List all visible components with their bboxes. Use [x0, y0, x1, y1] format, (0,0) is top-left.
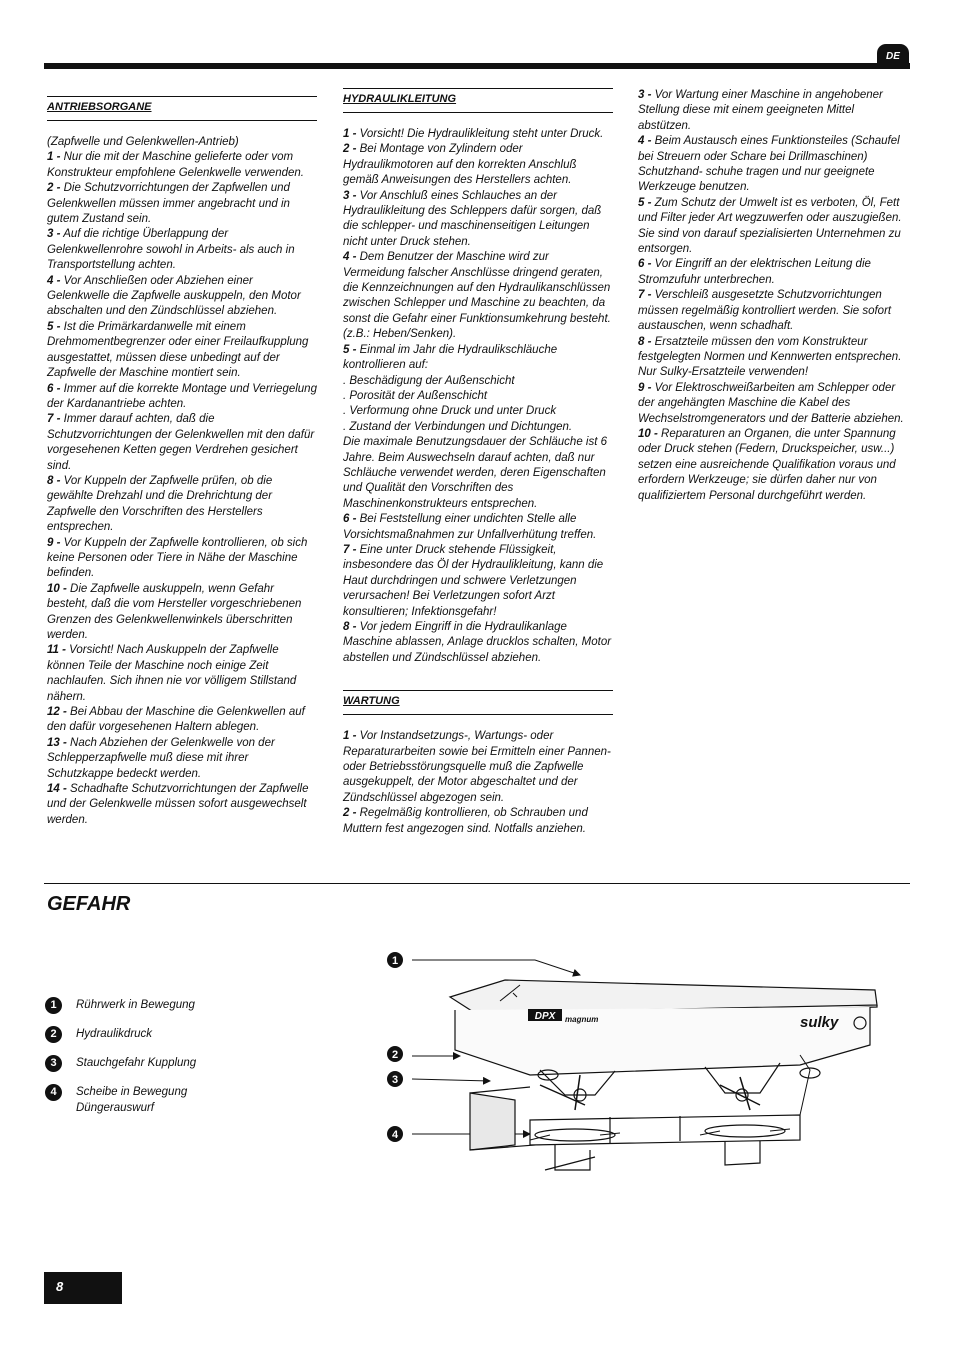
badge-3-callout [387, 1071, 490, 1087]
section-heading: ANTRIEBSORGANE [47, 96, 317, 121]
item-text: Beim Austausch eines Funktionsteiles (Schaufel bei Streuern oder Schare bei Drillmaschinen) Schutzhand- schuhe tragen und nur geeignete Werkzeuge benutzen. [638, 135, 900, 194]
item-number: 6 - [343, 513, 357, 526]
item-text: Bei Feststellung einer undichten Stelle alle Vorsichtsmaßnahmen zur Unfallverhütung treffen. [343, 513, 597, 541]
item-text: Vor Instandsetzungs-, Wartungs- oder Reparaturarbeiten sowie bei Ermitteln einer Pannen- oder Betriebsstörungsquelle muß die Zapfwelle ausgekuppelt, der Motor abgeschaltet und der Zündschlüssel abgezogen sein. [343, 730, 611, 804]
legend-item [45, 1056, 295, 1072]
item-text: . Verformung ohne Druck und unter Druck [343, 405, 557, 418]
danger-legend [45, 998, 295, 1129]
item-number: 2 - [343, 807, 357, 820]
paragraph [343, 250, 613, 342]
paragraph [343, 127, 613, 142]
item-text: Nach Abziehen der Gelenkwelle von der Schlepperzapfwelle muß diese mit ihrer Schutzkappe bedeckt werden. [47, 736, 275, 780]
paragraph [47, 705, 317, 736]
text-section [638, 88, 910, 504]
item-text: Regelmäßig kontrollieren, ob Schrauben und Muttern fest angezogen sind. Notfalls anziehen. [343, 807, 588, 835]
legend-text: Stauchgefahr Kupplung [76, 1057, 197, 1069]
item-number: 13 - [47, 736, 67, 749]
item-number: 8 - [638, 335, 652, 348]
item-text: Vor jedem Eingriff in die Hydraulikanlage Maschine ablassen, Anlage drucklos schalten, Motor abstellen und Zündschlüssel abziehen. [343, 621, 612, 664]
text-section [343, 88, 613, 666]
page-number: 8 [44, 1272, 122, 1304]
item-number: 3 - [638, 89, 652, 101]
paragraph [343, 729, 613, 806]
paragraph [47, 227, 317, 273]
item-number: 5 - [47, 320, 61, 333]
paragraph [343, 189, 613, 251]
item-text: Ersatzteile müssen den vom Konstrukteur festgelegten Normen und Kennwerten entsprechen. Nur Sulky-Ersatzteile verwenden! [638, 335, 902, 379]
item-number: 14 - [47, 783, 67, 796]
badge-1-callout [387, 952, 580, 975]
item-text: Vor Anschluß eines Schlauches an der Hydraulikleitung des Schleppers dafür sorgen, daß die schlepper- und maschinenseitigen Leitungen nicht unter Druck stehen. [343, 189, 602, 248]
item-text: Vor Eingriff an der elektrischen Leitung die Stromzufuhr unterbrechen. [638, 258, 871, 286]
number-badge: 2 [45, 1026, 62, 1043]
paragraph [47, 150, 317, 181]
paragraph [638, 88, 910, 134]
item-number: 9 - [47, 536, 61, 549]
item-text: . Porosität der Außenschicht [343, 389, 488, 402]
section-divider [44, 883, 910, 884]
item-text: Immer darauf achten, daß die Schutzvorrichtungen der Gelenkwellen mit den dafür vorgesehenen Ketten gegen Verdrehen gesichert sind. [47, 413, 315, 472]
paragraph [47, 736, 317, 782]
item-number: 9 - [638, 381, 652, 394]
paragraph [47, 782, 317, 828]
paragraph [638, 288, 910, 334]
item-number: 8 - [47, 474, 61, 487]
item-number: 7 - [343, 543, 357, 556]
spreader-illustration [380, 945, 890, 1190]
paragraph [47, 382, 317, 413]
legend-item [45, 998, 295, 1014]
item-text: Die Schutzvorrichtungen der Zapfwellen und Gelenkwellen müssen immer angebracht und in gutem Zustand sein. [47, 182, 290, 226]
paragraph [638, 257, 910, 288]
paragraph [47, 582, 317, 644]
number-badge: 1 [45, 997, 62, 1014]
item-text: Die Zapfwelle auskuppeln, wenn Gefahr besteht, daß die vom Hersteller vorgeschriebenen Grenzen des Gelenkwellenwinkels überschritten werden. [47, 582, 302, 641]
paragraph [638, 134, 910, 196]
item-number: 1 - [47, 151, 61, 164]
legend-item [45, 1085, 295, 1116]
section-heading: WARTUNG [343, 690, 613, 715]
sulky-logo: sulky [800, 1014, 839, 1031]
column-1 [47, 96, 317, 828]
item-text: Vor Wartung einer Maschine in angehobener Stellung diese mit einem geeigneten Mittel abstützen. [638, 89, 883, 132]
spreader-drawing [450, 980, 877, 1170]
paragraph [343, 389, 613, 404]
header-rule [44, 63, 910, 69]
paragraph [343, 435, 613, 512]
paragraph [343, 620, 613, 666]
item-number: 1 - [343, 730, 357, 743]
item-number: 4 - [638, 135, 652, 148]
item-text: (Zapfwelle und Gelenkwellen-Antrieb) [47, 136, 239, 148]
item-text: Nur die mit der Maschine gelieferte oder vom Konstrukteur empfohlene Gelenkwelle verwenden. [47, 151, 304, 179]
item-number: 7 - [47, 413, 61, 426]
item-number: 1 - [343, 128, 357, 140]
column-3 [638, 88, 910, 504]
item-number: 2 - [47, 182, 61, 195]
item-text: Bei Montage von Zylindern oder Hydraulikmotoren auf den korrekten Anschluß gemäß Anweisungen des Herstellers achten. [343, 143, 577, 187]
item-text: Immer auf die korrekte Montage und Verriegelung der Kardanantriebe achten. [47, 382, 317, 410]
item-number: 8 - [343, 621, 357, 633]
item-number: 12 - [47, 706, 67, 719]
magnum-logo: magnum [565, 1015, 599, 1024]
callout-number: 2 [391, 1049, 399, 1061]
item-number: 6 - [638, 258, 652, 271]
callout-number: 1 [391, 955, 399, 967]
item-text: Vor Kuppeln der Zapfwelle kontrollieren, ob sich keine Personen oder Tiere in Nähe der Maschine befinden. [47, 536, 308, 580]
legend-text: Hydraulikdruck [76, 1028, 153, 1040]
section-heading: HYDRAULIKLEITUNG [343, 88, 613, 113]
item-number: 10 - [47, 582, 67, 595]
paragraph [343, 404, 613, 419]
language-tab: DE [877, 44, 909, 68]
item-number: 4 - [343, 251, 357, 264]
item-text: Die maximale Benutzungsdauer der Schläuche ist 6 Jahre. Beim Auswechseln darauf achten, daß nur Schläuche verwendet werden, deren Eigenschaften und Qualität den Vorschriften des Maschinenkonstrukteurs entsprechen. [343, 436, 608, 510]
item-text: Ist die Primärkardanwelle mit einem Drehmomentbegrenzer oder einer Freilaufkupplung ausgestattet, müssen diese unbedingt auf der Zapfwelle der Maschine montiert sein. [47, 320, 309, 380]
item-text: Vor Kuppeln der Zapfwelle prüfen, ob die gewählte Drehzahl und die Drehrichtung der Zapfwelle den Vorschriften des Herstellers entsprechen. [47, 474, 273, 534]
item-text: Einmal im Jahr die Hydraulikschläuche kontrollieren auf: [343, 343, 558, 372]
callout-number: 4 [391, 1129, 399, 1141]
paragraph [47, 181, 317, 227]
dpx-logo: DPX [534, 1011, 556, 1022]
item-text: Zum Schutz der Umwelt ist es verboten, Öl, Fett und Filter jeder Art wegzuwerfen oder auszugießen. Sie sind von darauf spezialisierten Unternehmen zu entsorgen. [638, 196, 902, 256]
item-text: Vor Anschließen oder Abziehen einer Gelenkwelle die Zapfwelle auskuppeln, den Motor abschalten und den Zündschlüssel abziehen. [47, 274, 301, 318]
paragraph [47, 412, 317, 474]
number-badge: 4 [45, 1084, 62, 1101]
paragraph [343, 374, 613, 389]
item-text: Auf die richtige Überlappung der Gelenkwellenrohre sowohl in Arbeits- als auch in Transportstellung achten. [47, 228, 295, 272]
badge-2-callout [387, 1046, 460, 1062]
item-text: Dem Benutzer der Maschine wird zur Vermeidung falscher Anschlüsse dringend geraten, die Kennzeichnungen auf den Hydraulikanschlüssen zwischen Schlepper und Maschine zu beachten, da sonst die Gefahr einer Funktionsumkehrung besteht. (z.B.: Heben/Senken). [343, 251, 611, 341]
paragraph [343, 420, 613, 435]
number-badge: 3 [45, 1055, 62, 1072]
item-text: Vor Elektroschweißarbeiten am Schlepper oder der angehängten Maschine die Kabel des Wechselstromgenerators und der Batterie abziehen. [638, 381, 904, 425]
text-section [47, 96, 317, 828]
paragraph [343, 806, 613, 837]
paragraph [47, 643, 317, 705]
legend-text: Scheibe in Bewegung Düngerauswurf [76, 1086, 188, 1114]
text-section [343, 690, 613, 837]
item-number: 11 - [47, 644, 66, 657]
item-number: 7 - [638, 289, 652, 302]
item-number: 5 - [343, 343, 357, 356]
item-number: 10 - [638, 427, 658, 440]
item-text: Vorsicht! Die Hydraulikleitung steht unter Druck. [359, 128, 604, 140]
legend-text: Rührwerk in Bewegung [76, 999, 195, 1011]
item-number: 4 - [47, 274, 61, 287]
item-text: Vorsicht! Nach Auskuppeln der Zapfwelle können Teile der Maschine noch einige Zeit nachlaufen. Sich ihnen nie vor völligem Stillstand nähern. [47, 644, 297, 703]
item-number: 6 - [47, 382, 61, 395]
item-text: Verschleiß ausgesetzte Schutzvorrichtungen müssen regelmäßig kontrolliert werden. Sie sofort austauschen, wenn schadhaft. [638, 289, 892, 333]
paragraph [47, 320, 317, 382]
paragraph [343, 142, 613, 188]
paragraph [638, 196, 910, 258]
item-number: 3 - [47, 228, 61, 241]
item-number: 2 - [343, 143, 357, 156]
paragraph [47, 474, 317, 536]
paragraph [343, 343, 613, 374]
item-text: Bei Abbau der Maschine die Gelenkwellen auf den dafür vorgesehenen Haltern ablegen. [47, 706, 305, 734]
paragraph [47, 536, 317, 582]
paragraph [638, 427, 910, 504]
item-text: Reparaturen an Organen, die unter Spannung oder Druck stehen (Federn, Druckspeicher, usw...) setzen eine ausreichende Qualifikation voraus und erfordern Werkzeuge; sie dürfen daher nur von qualifiziertem Personal durchgeführt werden. [638, 427, 896, 502]
item-text: . Zustand der Verbindungen und Dichtungen. [343, 420, 573, 433]
paragraph [343, 543, 613, 620]
item-text: Eine unter Druck stehende Flüssigkeit, insbesondere das Öl der Hydraulikleitung, kann die Haut durchdringen und schwere Verletzungen verursachen! Bei Verletzungen sofort Arzt konsultieren; Infektionsgefahr! [343, 543, 604, 618]
paragraph [638, 381, 910, 427]
paragraph [638, 335, 910, 381]
paragraph [47, 135, 317, 150]
paragraph [47, 274, 317, 320]
item-number: 3 - [343, 189, 357, 202]
item-number: 5 - [638, 196, 652, 209]
danger-title: GEFAHR [47, 893, 131, 915]
paragraph [343, 512, 613, 543]
legend-item [45, 1027, 295, 1043]
item-text: . Beschädigung der Außenschicht [343, 374, 515, 387]
item-text: Schadhafte Schutzvorrichtungen der Zapfwelle und der Gelenkwelle müssen sofort ausgewechselt werden. [47, 783, 309, 826]
column-2 [343, 88, 613, 837]
callout-number: 3 [391, 1074, 399, 1086]
